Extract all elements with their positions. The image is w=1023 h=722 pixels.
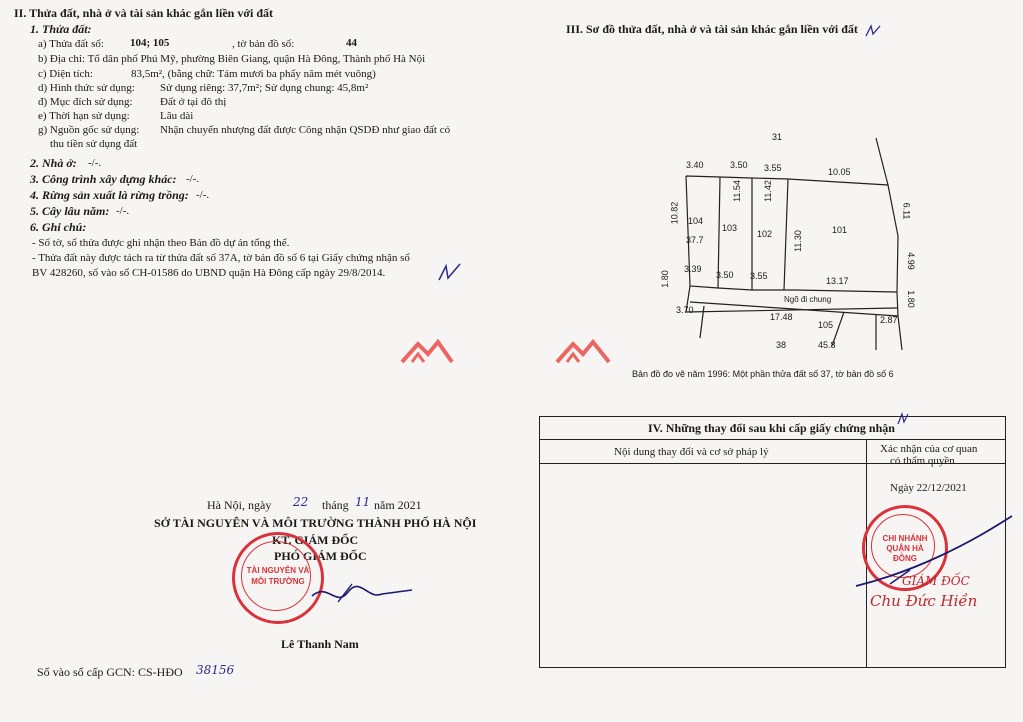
changes-col-confirm-1: Xác nhận của cơ quan xyxy=(880,443,978,455)
map-label-103: 103 xyxy=(722,223,738,233)
trees-value: -/-. xyxy=(116,205,130,217)
authority-name: SỞ TÀI NGUYÊN VÀ MÔI TRƯỜNG THÀNH PHỐ HÀ NỘI xyxy=(154,516,477,530)
purpose-label: đ) Mục đích sử dụng: xyxy=(38,96,133,108)
date-month: 11 xyxy=(355,495,371,509)
date-year: năm 2021 xyxy=(374,498,422,512)
forest-value: -/-. xyxy=(196,189,210,201)
map-label-101: 101 xyxy=(832,225,848,235)
map-label-355b: 3.55 xyxy=(750,271,768,281)
initial-mark xyxy=(436,262,464,284)
note-1: - Số tờ, số thửa được ghi nhận theo Bản đồ dự án tổng thể. xyxy=(32,237,290,249)
term-label: e) Thời hạn sử dụng: xyxy=(38,110,130,122)
trees-heading: 5. Cây lâu năm: xyxy=(30,204,110,218)
deputy-director: PHÓ GIÁM ĐỐC xyxy=(274,549,367,563)
map-label-102: 102 xyxy=(757,229,773,239)
map-label-339: 3.39 xyxy=(684,264,702,274)
construction-value: -/-. xyxy=(186,173,200,185)
note-3: BV 428260, số vào sổ CH-01586 do UBND quận Hà Đông cấp ngày 29/8/2014. xyxy=(32,267,386,279)
construction-heading: 3. Công trình xây dựng khác: xyxy=(30,172,177,186)
kt-director: KT. GIÁM ĐỐC xyxy=(272,533,359,547)
map-label-611: 6.11 xyxy=(901,202,912,220)
origin-value: Nhận chuyển nhượng đất được Công nhận QSDĐ như giao đất có xyxy=(160,124,451,136)
area-value: 83,5m², (bằng chữ: Tám mươi ba phẩy năm mét vuông) xyxy=(131,68,376,80)
map-label-1082: 10.82 xyxy=(669,201,680,225)
map-label-355: 3.55 xyxy=(764,163,782,173)
registry-label: Số vào sổ cấp GCN: CS-HĐO xyxy=(37,665,183,679)
director-name: Chu Đức Hiền xyxy=(870,592,978,610)
address-line: b) Địa chỉ: Tổ dân phố Phú Mỹ, phường Biên Giang, quận Hà Đông, Thành phố Hà Nội xyxy=(38,53,426,65)
note-2: - Thửa đất này được tách ra từ thửa đất số 37A, tờ bản đồ số 6 tại Giấy chứng nhận số xyxy=(32,252,410,264)
usage-form-label: d) Hình thức sử dụng: xyxy=(38,82,135,94)
map-label-1005: 10.05 xyxy=(828,167,851,177)
map-label-180-left: 1.80 xyxy=(659,270,670,288)
term-value: Lâu dài xyxy=(160,110,194,122)
watermark-house-icon-2 xyxy=(553,336,613,366)
map-sheet-value: 44 xyxy=(346,37,357,49)
usage-form-value: Sử dụng riêng: 37,7m²; Sử dụng chung: 45,8m² xyxy=(160,82,369,94)
purpose-value: Đất ở tại đô thị xyxy=(160,96,227,108)
house-value: -/-. xyxy=(88,157,102,169)
parcel-label: a) Thửa đất số: xyxy=(38,38,104,50)
stamp-text: TÀI NGUYÊN VÀ MÔI TRƯỜNG xyxy=(246,566,310,586)
map-label-1748: 17.48 xyxy=(770,312,793,322)
map-label-1154: 11.54 xyxy=(731,180,742,202)
date-prefix: Hà Nội, ngày xyxy=(207,498,272,512)
house-heading: 2. Nhà ở: xyxy=(30,156,77,170)
map-label-1317: 13.17 xyxy=(826,276,849,286)
map-label-287: 2.87 xyxy=(880,315,898,325)
confirm-date: Ngày 22/12/2021 xyxy=(890,482,967,494)
map-label-31: 31 xyxy=(772,132,783,142)
map-label-350b: 3.50 xyxy=(716,270,734,280)
date-day: 22 xyxy=(293,495,309,509)
map-label-180-right: 1.80 xyxy=(905,290,916,308)
map-label-lane: Ngõ đi chung xyxy=(784,295,832,304)
map-label-1142: 11.42 xyxy=(762,180,773,202)
changes-col-content: Nội dung thay đổi và cơ sở pháp lý xyxy=(614,446,769,458)
branch-stamp-text: CHI NHÁNH QUẬN HÀ ĐÔNG xyxy=(882,534,928,563)
map-label-104: 104 xyxy=(688,216,704,226)
watermark-house-icon xyxy=(398,336,454,366)
section-ii-title: II. Thửa đất, nhà ở và tài sản khác gắn liền với đất xyxy=(14,6,274,20)
initial-mark-2 xyxy=(864,24,882,38)
area-label: c) Diện tích: xyxy=(38,68,93,80)
map-label-1130: 11.30 xyxy=(792,230,803,252)
map-label-499: 4.99 xyxy=(905,252,916,270)
initial-mark-3 xyxy=(896,412,910,426)
date-month-label: tháng xyxy=(322,498,349,512)
origin-label: g) Nguồn gốc sử dụng: xyxy=(38,124,140,136)
map-sheet-label: , tờ bản đồ số: xyxy=(232,38,295,50)
changes-col-confirm-2: có thẩm quyền xyxy=(890,455,955,467)
director-title: GIÁM ĐỐC xyxy=(902,574,970,588)
map-label-38: 38 xyxy=(776,340,787,350)
map-label-370: 3.70 xyxy=(676,305,694,315)
parcel-value: 104; 105 xyxy=(130,37,170,49)
map-label-340: 3.40 xyxy=(686,160,704,170)
map-label-105: 105 xyxy=(818,320,834,330)
changes-title: IV. Những thay đổi sau khi cấp giấy chứng nhận xyxy=(648,421,895,435)
map-caption: Bản đồ đo vẽ năm 1996: Một phần thửa đất số 37, tờ bản đồ số 6 xyxy=(632,369,894,379)
signature-director xyxy=(308,578,418,614)
notes-heading: 6. Ghi chú: xyxy=(30,220,87,234)
forest-heading: 4. Rừng sản xuất là rừng trồng: xyxy=(30,188,189,202)
section-iii-title: III. Sơ đồ thửa đất, nhà ở và tài sản khác gắn liền với đất xyxy=(566,22,858,36)
map-label-377: 37.7 xyxy=(686,235,704,245)
signer-name: Lê Thanh Nam xyxy=(281,637,359,651)
land-heading: 1. Thửa đất: xyxy=(30,22,92,36)
map-label-458: 45.8 xyxy=(818,340,836,350)
origin-value-cont: thu tiền sử dụng đất xyxy=(50,138,138,150)
parcel-sketch xyxy=(600,120,930,370)
map-label-350: 3.50 xyxy=(730,160,748,170)
registry-number: 38156 xyxy=(196,663,235,677)
